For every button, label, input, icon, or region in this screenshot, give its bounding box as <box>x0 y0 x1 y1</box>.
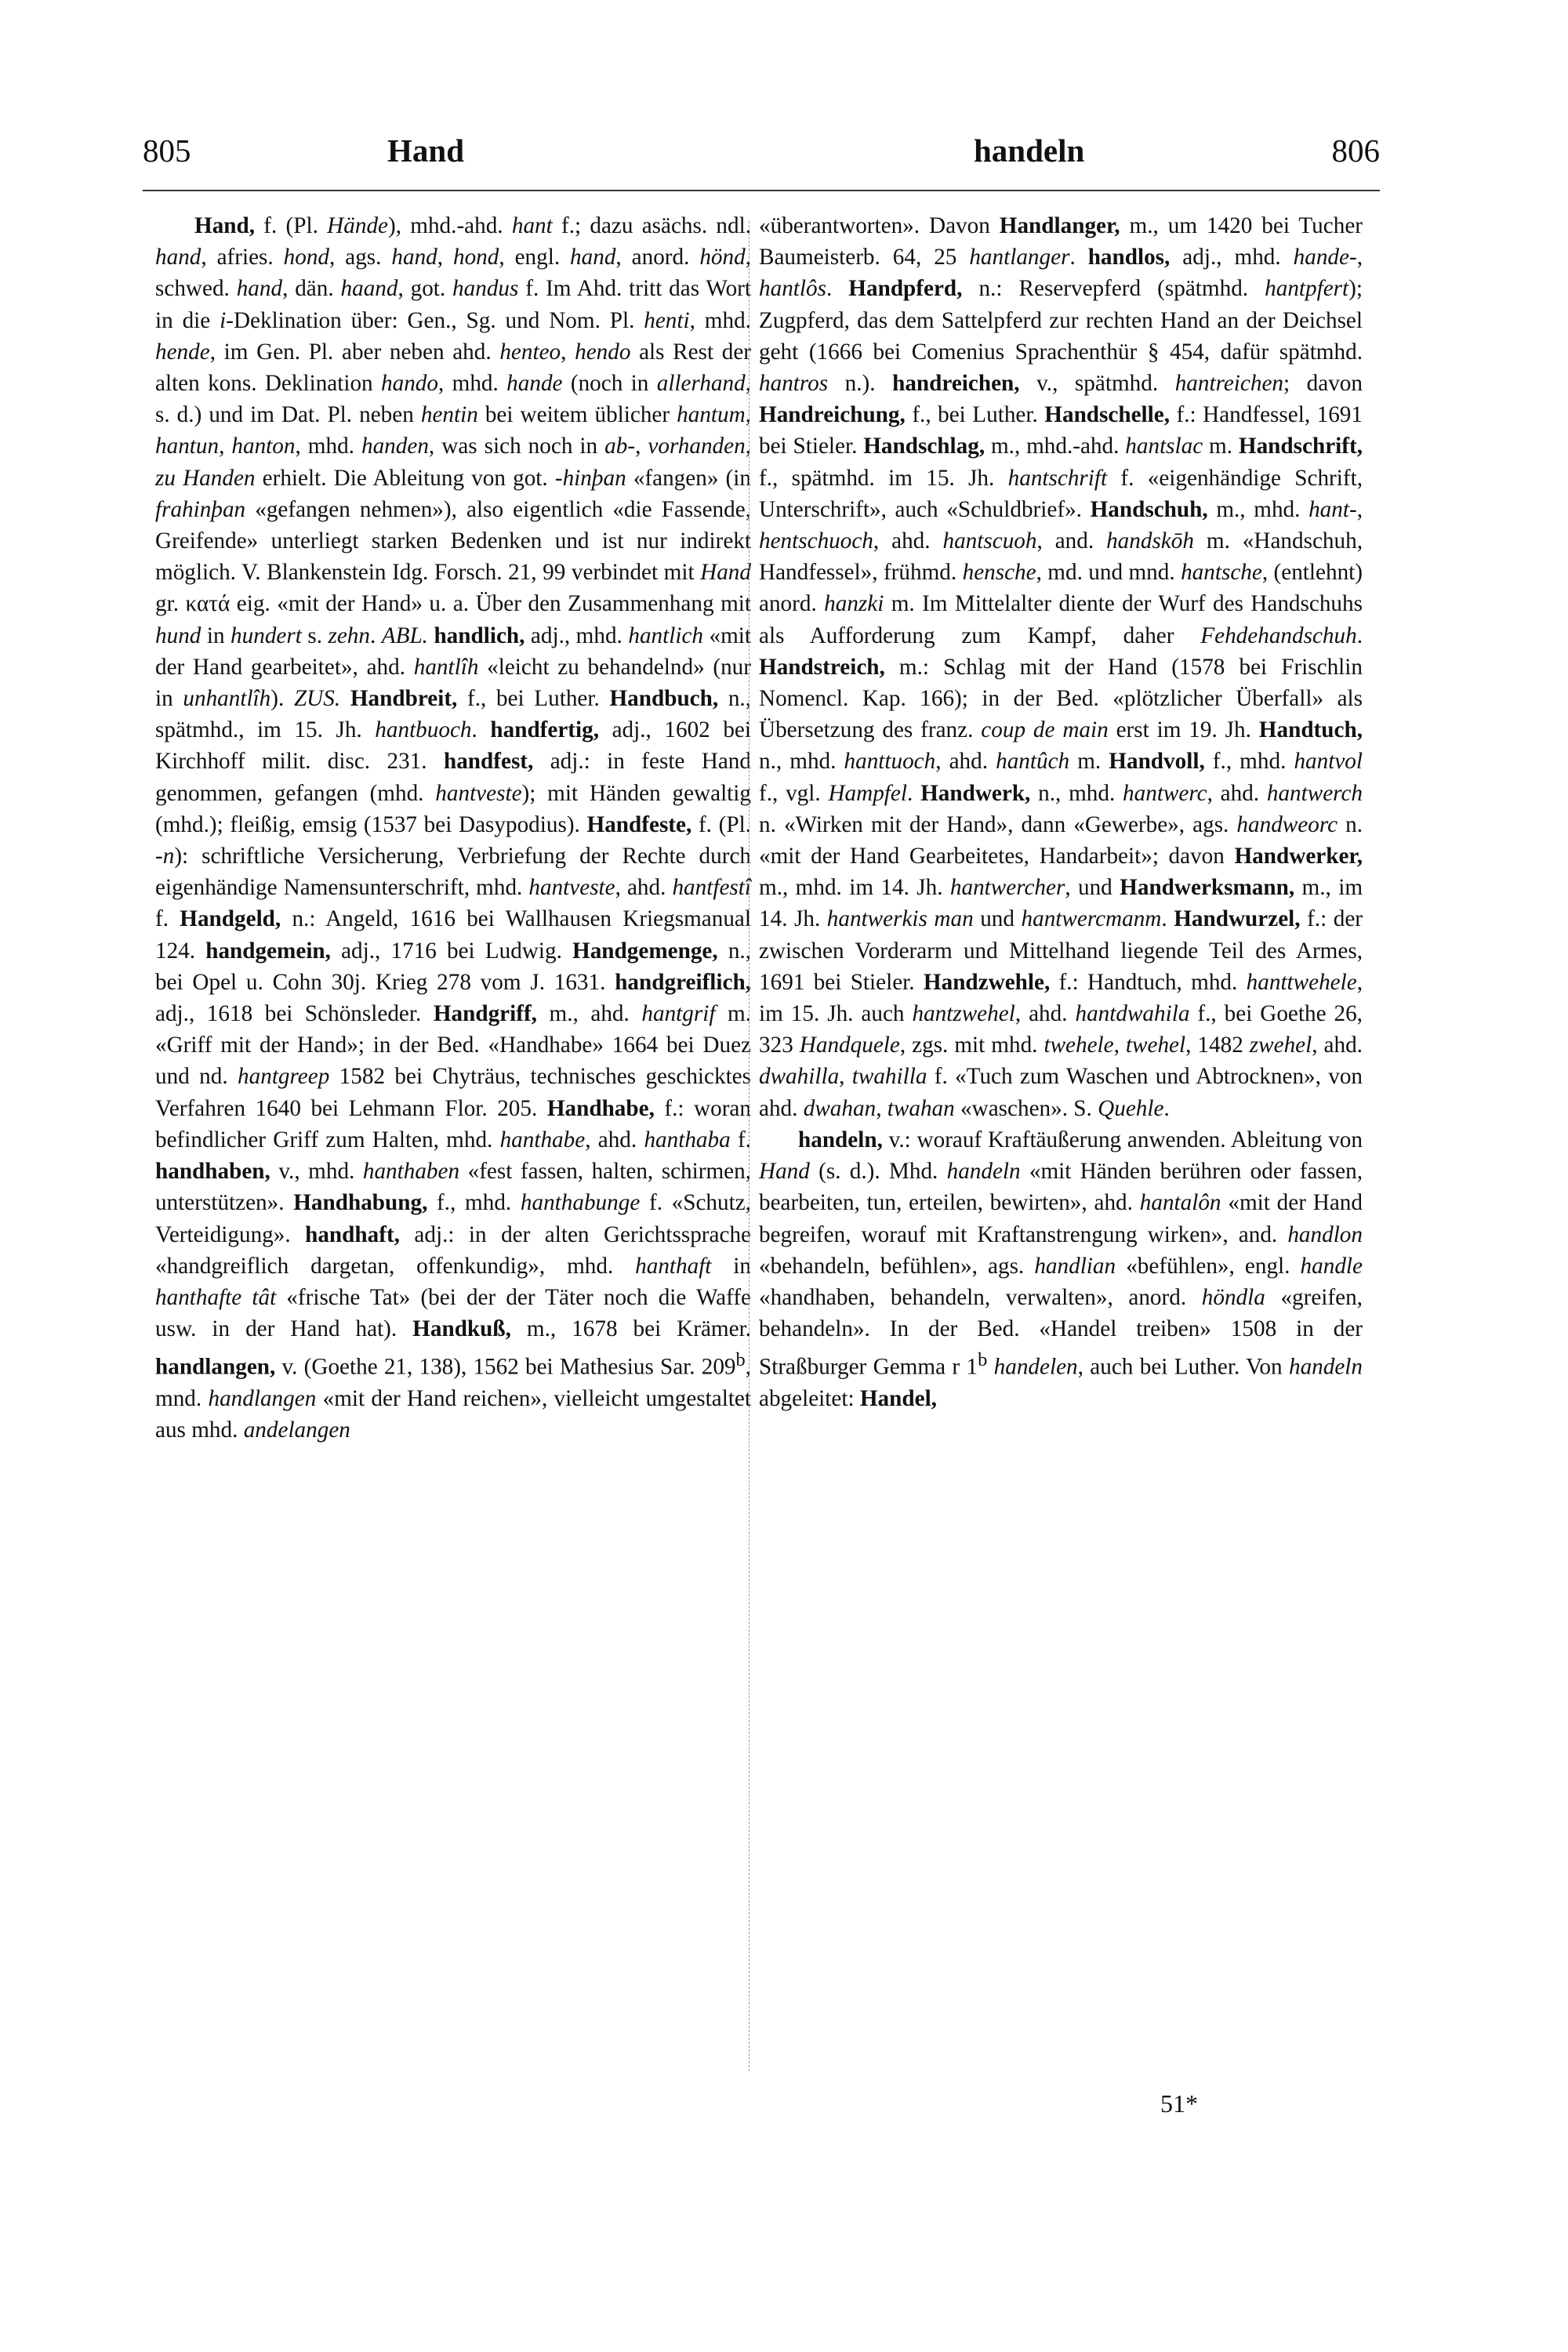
left-catchword: Hand <box>387 132 464 169</box>
entry-hand: Hand, f. (Pl. Hände), mhd.-ahd. hant f.; dazu asächs. ndl. hand, afries. hond, ags. hand, hond, engl. hand, anord. hönd, schwed. hand, dän. haand, got. handus f. Im Ahd. tritt das Wort in die i-Deklination über: Gen., Sg. und Nom. Pl. henti, mhd. hende, im Gen. Pl. aber neben ahd. henteo, hendo als Rest der alten kons. Deklination hando, mhd. hande (noch in allerhand, s. d.) und im Dat. Pl. neben hentin bei weitem üblicher hantum, hantun, hanton, mhd. handen, was sich noch in ab-, vorhanden, zu Handen erhielt. Die Ableitung von got. -hinþan «fangen» (in frahinþan «gefangen nehmen»), also eigentlich «die Fassende, Greifende» unterliegt starken Bedenken und ist nur indirekt möglich. V. Blankenstein Idg. Forsch. 21, 99 verbindet mit Hand gr. κατά eig. «mit der Hand» u. a. Über den Zusammenhang mit hund in hundert s. zehn. ABL. handlich, adj., mhd. hantlich «mit der Hand gearbeitet», ahd. hantlîh «leicht zu behandelnd» (nur in unhantlîh). ZUS. Handbreit, f., bei Luther. Handbuch, n., spätmhd., im 15. Jh. hantbuoch. handfertig, adj., 1602 bei Kirchhoff milit. disc. 231. handfest, adj.: in feste Hand genommen, gefangen (mhd. hantveste); mit Händen gewaltig (mhd.); fleißig, emsig (1537 bei Dasypodius). Handfeste, f. (Pl. -n): schriftliche Versicherung, Verbriefung der Rechte durch eigenhändige Namensunterschrift, mhd. hantveste, ahd. hantfestî f. Handgeld, n.: Angeld, 1616 bei Wallhausen Kriegsmanual 124. handgemein, adj., 1716 bei Ludwig. Handgemenge, n., bei Opel u. Cohn 30j. Krieg 278 vom J. 1631. handgreiflich, adj., 1618 bei Schönsleder. Handgriff, m., ahd. hantgrif m. «Griff mit der Hand»; in der Bed. «Handhabe» 1664 bei Duez und nd. hantgreep 1582 bei Chyträus, technisches geschicktes Verfahren 1640 bei Lehmann Flor. 205. Handhabe, f.: woran befindlicher Griff zum Halten, mhd. hanthabe, ahd. hanthaba f. handhaben, v., mhd. hanthaben «fest fassen, halten, schirmen, unterstützen». Handhabung, f., mhd. hanthabunge f. «Schutz, Verteidigung». handhaft, adj.: in der alten Gerichtssprache «handgreiflich dargetan, offenkundig», mhd. hanthaft in hanthafte tât «frische Tat» (bei der der Täter noch die Waffe usw. in der Hand hat). Handkuß, m., 1678 bei Krämer. handlangen, v. (Goethe 21, 138), 1562 bei Mathesius Sar. 209$^b$, mnd. handlangen «mit der Hand reichen», vielleicht umgestaltet aus mhd. andelangen <box>155 213 752 1443</box>
right-catchword: handeln <box>974 132 1085 169</box>
signature-mark: 51* <box>1160 2089 1198 2118</box>
running-header <box>143 132 1380 179</box>
right-column <box>759 210 1363 1414</box>
column-divider <box>749 221 750 2071</box>
left-column <box>155 210 751 1446</box>
entry-hand-continued: «überantworten». Davon Handlanger, m., um 1420 bei Tucher Baumeisterb. 64, 25 hantlanger. handlos, adj., mhd. hande-, hantlôs. Handpferd, n.: Reservepferd (spätmhd. hantpfert); Zugpferd, das dem Sattelpferd zur rechten Hand an der Deichsel geht (1666 bei Comenius Sprachenthür § 454, dafür spätmhd. hantros n.). handreichen, v., spätmhd. hantreichen; davon Handreichung, f., bei Luther. Handschelle, f.: Handfessel, 1691 bei Stieler. Handschlag, m., mhd.-ahd. hantslac m. Handschrift, f., spätmhd. im 15. Jh. hantschrift f. «eigenhändige Schrift, Unterschrift», auch «Schuldbrief». Handschuh, m., mhd. hant-, hentschuoch, ahd. hantscuoh, and. handskōh m. «Handschuh, Handfessel», frühmd. hensche, md. und mnd. hantsche, (entlehnt) anord. hanzki m. Im Mittelalter diente der Wurf des Handschuhs als Aufforderung zum Kampf, daher Fehdehandschuh. Handstreich, m.: Schlag mit der Hand (1578 bei Frischlin Nomencl. Kap. 166); in der Bed. «plötzlicher Überfall» als Übersetzung des franz. coup de main erst im 19. Jh. Handtuch, n., mhd. hanttuoch, ahd. hantûch m. Handvoll, f., mhd. hantvol f., vgl. Hampfel. Handwerk, n., mhd. hantwerc, ahd. hantwerch n. «Wirken mit der Hand», dann «Gewerbe», ags. handweorc n. «mit der Hand Gearbeitetes, Handarbeit»; davon Handwerker, m., mhd. im 14. Jh. hantwercher, und Handwerksmann, m., im 14. Jh. hantwerkis man und hantwercmanm. Handwurzel, f.: der zwischen Vorderarm und Mittelhand liegende Teil des Armes, 1691 bei Stieler. Handzwehle, f.: Handtuch, mhd. hanttwehele, im 15. Jh. auch hantzwehel, ahd. hantdwahila f., bei Goethe 26, 323 Handquele, zgs. mit mhd. twehele, twehel, 1482 zwehel, ahd. dwahilla, twahilla f. «Tuch zum Waschen und Abtrocknen», von ahd. dwahan, twahan «waschen». S. Quehle. <box>759 213 1363 1121</box>
left-page-number: 805 <box>143 132 191 169</box>
entry-handeln: handeln, v.: worauf Kraftäußerung anwenden. Ableitung von Hand (s. d.). Mhd. handeln «mit Händen berühren oder fassen, bearbeiten, tun, erteilen, bewirten», ahd. hantalôn «mit der Hand begreifen, worauf mit Kraftanstrengung wirken», and. handlon «behandeln, befühlen», ags. handlian «befühlen», engl. handle «handhaben, behandeln, verwalten», anord. höndla «greifen, behandeln». In der Bed. «Handel treiben» 1508 in der Straßburger Gemma r 1$^b$ handelen, auch bei Luther. Von handeln abgeleitet: Handel, <box>759 1127 1363 1412</box>
right-page-number: 806 <box>1331 132 1380 169</box>
header-rule <box>143 190 1380 191</box>
